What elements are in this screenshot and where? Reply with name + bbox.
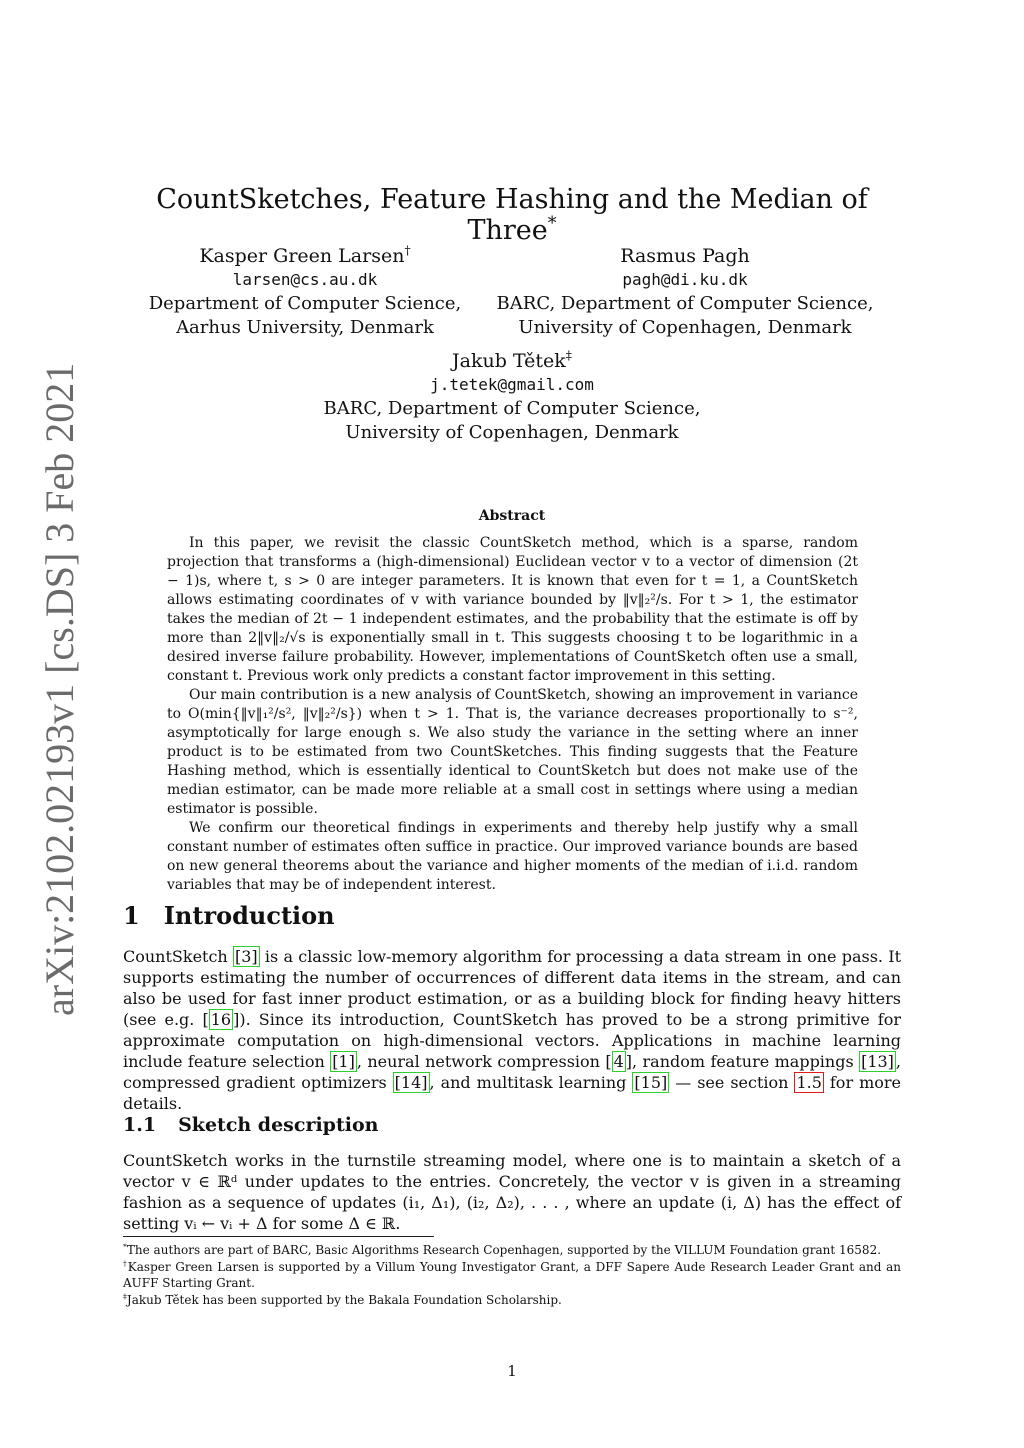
text-run: CountSketch	[123, 947, 233, 966]
abstract-heading: Abstract	[478, 508, 546, 524]
footnote	[123, 1292, 901, 1308]
introduction-paragraph	[123, 946, 901, 1114]
citation-link[interactable]: 16	[210, 1010, 232, 1029]
introduction-body	[123, 946, 901, 1114]
author-block-tetek	[300, 349, 724, 445]
citation-link[interactable]: 4	[613, 1052, 624, 1071]
paper-title	[120, 184, 904, 246]
footnote-mark: *	[123, 1242, 127, 1251]
subsection-heading-sketch-description	[123, 1114, 378, 1136]
footnote	[123, 1242, 901, 1258]
text-run: for more details.	[123, 1073, 901, 1113]
footnote-mark: †	[123, 1259, 128, 1268]
text-run: ], random feature mappings	[625, 1052, 860, 1071]
section-reference-link[interactable]: 1.5	[796, 1073, 822, 1092]
footnote-mark: ‡	[123, 1292, 127, 1301]
author-block-pagh	[490, 244, 880, 340]
author-name: Jakub Tětek	[452, 350, 566, 372]
subsection-number: 1.1	[123, 1114, 157, 1136]
abstract-paragraph: Our main contribution is a new analysis of CountSketch, showing an improvement in variance to O(min{‖v‖₁²/s², ‖v‖₂²/s}) when t > 1. That is, the variance decreases proportionally to s⁻², asymptotically for large enough s. We also study the variance in the setting where an inner product is to be estimated from two CountSketches. This finding suggests that the Feature Hashing method, which is essentially identical to CountSketch but does not make use of the median estimator, can be made more reliable at a small cost in settings where using a median estimator is possible.	[167, 687, 858, 817]
title-footnote-mark: *	[547, 214, 557, 234]
text-run: , compressed gradient optimizers	[123, 1052, 902, 1092]
author-affiliation: University of Copenhagen, Denmark	[345, 422, 679, 443]
footnote	[123, 1259, 901, 1291]
abstract-body	[167, 534, 858, 895]
footnotes	[123, 1242, 901, 1308]
sketch-description-paragraph: CountSketch works in the turnstile streaming model, where one is to maintain a sketch of a vector v ∈ ℝᵈ under updates to the entries. Concretely, the vector v is given in a streaming fashion as a sequence of updates (i₁, Δ₁), (i₂, Δ₂), . . . , where an update (i, Δ) has the effect of setting vᵢ ← vᵢ + Δ for some Δ ∈ ℝ.	[123, 1151, 901, 1233]
author-email[interactable]: j.tetek@gmail.com	[430, 375, 594, 394]
text-run: ]). Since its introduction, CountSketch has proved to be a strong primitive for approximate computation on high-dimensional vectors. Applications in machine learning include feature selection	[123, 1010, 902, 1071]
page-number: 1	[507, 1362, 517, 1380]
arxiv-side-label: arXiv:2102.02193v1 [cs.DS] 3 Feb 2021	[37, 362, 82, 1016]
footnote-text: The authors are part of BARC, Basic Algorithms Research Copenhagen, supported by the VILLUM Foundation grant 16582.	[126, 1243, 882, 1257]
author-footnote-mark: ‡	[565, 348, 572, 363]
author-name: Rasmus Pagh	[620, 245, 750, 267]
text-run: is a classic low-memory algorithm for processing a data stream in one pass. It supports estimating the number of occurrences of different data items in the stream, and can also be used for fast inner product estimation, or as a building block for finding heavy hitters (see e.g. [	[123, 947, 901, 1029]
sketch-description-body	[123, 1150, 901, 1234]
author-email[interactable]: larsen@cs.au.dk	[232, 270, 378, 289]
text-run: , and multitask learning	[429, 1073, 633, 1092]
footnote-text: Kasper Green Larsen is supported by a Villum Young Investigator Grant, a DFF Sapere Aude Research Leader Grant and an AUFF Starting Grant.	[123, 1260, 901, 1290]
author-affiliation: BARC, Department of Computer Science,	[496, 293, 874, 314]
author-affiliation: University of Copenhagen, Denmark	[518, 317, 852, 338]
abstract-paragraph: In this paper, we revisit the classic CountSketch method, which is a sparse, random projection that transforms a (high-dimensional) Euclidean vector v to a vector of dimension (2t − 1)s, where t, s > 0 are integer parameters. It is known that even for t = 1, a CountSketch allows estimating coordinates of v with variance bounded by ‖v‖₂²/s. For t > 1, the estimator takes the median of 2t − 1 independent estimates, and the probability that the estimate is off by more than 2‖v‖₂/√s is exponentially small in t. This suggests choosing t to be logarithmic in a desired inverse failure probability. However, implementations of CountSketch often use a small, constant t. Previous work only predicts a constant factor improvement in this setting.	[167, 535, 858, 684]
author-affiliation: Aarhus University, Denmark	[176, 317, 434, 338]
citation-link[interactable]: [3]	[234, 947, 258, 966]
text-run: , neural network compression [	[356, 1052, 612, 1071]
text-run: — see section	[669, 1073, 795, 1092]
section-title: Introduction	[163, 901, 335, 930]
author-footnote-mark: †	[404, 243, 411, 258]
footnote-divider	[123, 1236, 434, 1237]
title-text: CountSketches, Feature Hashing and the Median of Three	[156, 184, 868, 246]
section-number: 1	[123, 901, 140, 930]
footnote-text: Jakub Tětek has been supported by the Bakala Foundation Scholarship.	[126, 1293, 562, 1307]
author-name: Kasper Green Larsen	[199, 245, 405, 267]
citation-link[interactable]: [14]	[394, 1073, 428, 1092]
section-heading-introduction	[123, 901, 335, 930]
citation-link[interactable]: [1]	[332, 1052, 355, 1071]
citation-link[interactable]: [13]	[861, 1052, 894, 1071]
author-affiliation: Department of Computer Science,	[148, 293, 462, 314]
author-email[interactable]: pagh@di.ku.dk	[622, 270, 748, 289]
author-affiliation: BARC, Department of Computer Science,	[323, 398, 701, 419]
abstract-paragraph: We confirm our theoretical findings in experiments and thereby help justify why a small constant number of estimates often suffice in practice. Our improved variance bounds are based on new general theorems about the variance and higher moments of the median of i.i.d. random variables that may be of independent interest.	[167, 820, 858, 893]
subsection-title: Sketch description	[178, 1114, 379, 1136]
author-block-larsen	[130, 244, 480, 340]
citation-link[interactable]: [15]	[634, 1073, 668, 1092]
